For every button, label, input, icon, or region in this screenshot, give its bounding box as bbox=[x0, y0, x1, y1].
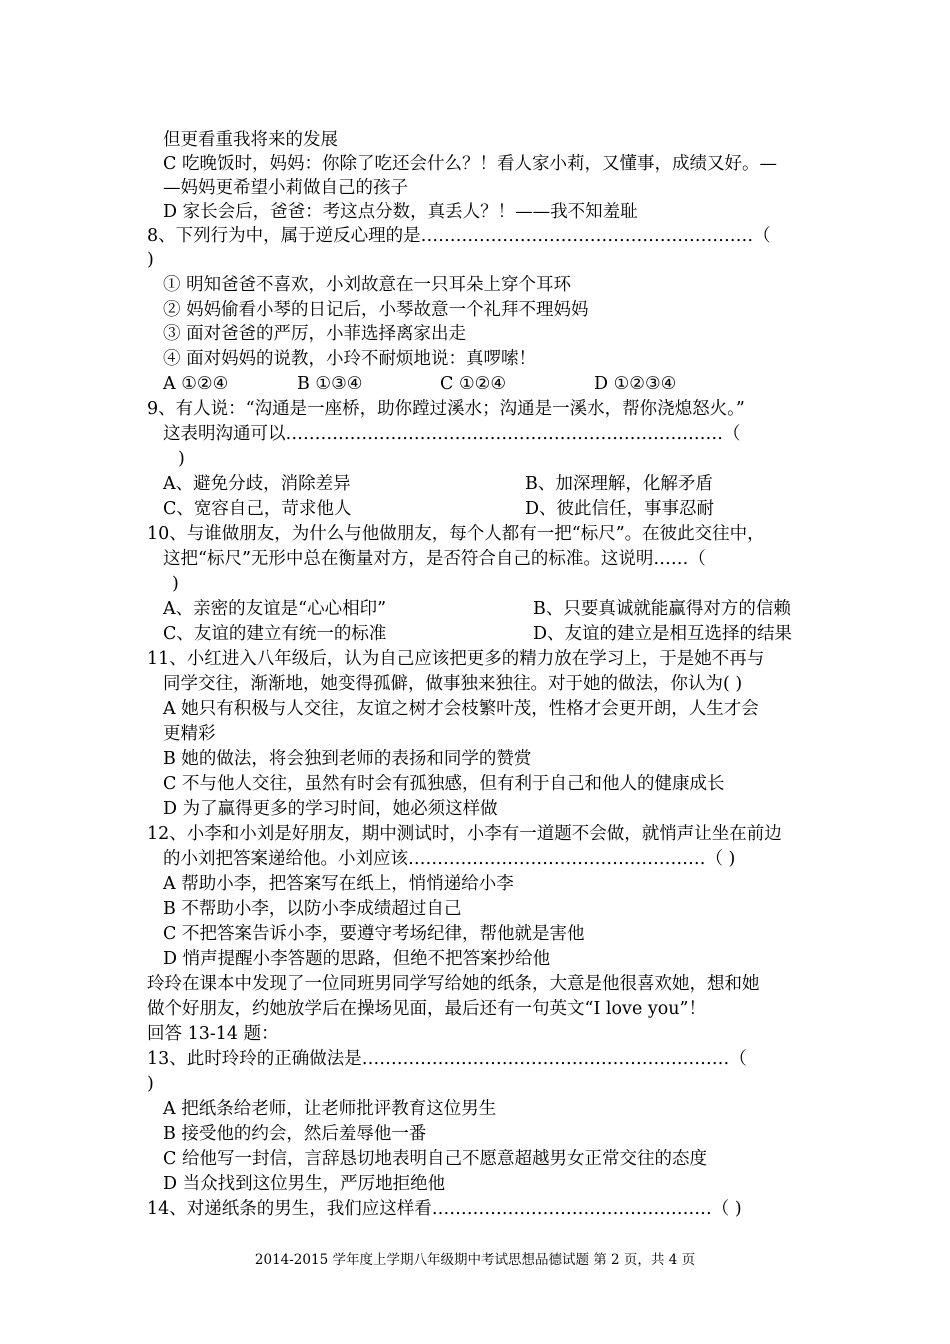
question-12-cont: 的小刘把答案递给他。小刘应该……………………………………………（ ) bbox=[163, 849, 736, 869]
option-d: D 当众找到这位男生，严厉地拒绝他 bbox=[163, 1174, 446, 1194]
question-11-cont: 同学交往，渐渐地，她变得孤僻，做事独来独往。对于她的做法，你认为( ) bbox=[163, 674, 743, 694]
text-line: C 吃晚饭时，妈妈：你除了吃还会什么？！看人家小莉，又懂事，成绩又好。— bbox=[163, 154, 777, 174]
option-b: B、只要真诚就能赢得对方的信赖 bbox=[533, 599, 791, 619]
option-d: D、彼此信任，事事忍耐 bbox=[525, 499, 715, 519]
option-a: A 帮助小李，把答案写在纸上，悄悄递给小李 bbox=[163, 874, 514, 894]
statement-item: ④ 面对妈妈的说教，小玲不耐烦地说：真啰嗦！ bbox=[163, 349, 537, 369]
option-c: C、友谊的建立有统一的标准 bbox=[163, 624, 387, 644]
option-b: B 接受他的约会，然后羞辱他一番 bbox=[163, 1124, 427, 1144]
statement-item: ③ 面对爸爸的严厉，小菲选择离家出走 bbox=[163, 324, 467, 344]
option-a-cont: 更精彩 bbox=[163, 724, 216, 744]
answer-bracket: ) bbox=[178, 449, 185, 469]
option-b: B ①③④ bbox=[297, 374, 363, 394]
option-d: D 悄声提醒小李答题的思路，但绝不把答案抄给他 bbox=[163, 949, 551, 969]
text-line: 但更看重我将来的发展 bbox=[163, 130, 338, 150]
question-13: 13、此时玲玲的正确做法是………………………………………………………（ bbox=[147, 1049, 747, 1069]
passage-line: 做个好朋友，约她放学后在操场见面，最后还有一句英文“I love you”！ bbox=[147, 999, 706, 1019]
option-c: C ①②④ bbox=[440, 374, 507, 394]
statement-item: ① 明知爸爸不喜欢，小刘故意在一只耳朵上穿个耳环 bbox=[163, 275, 572, 295]
answer-bracket: ) bbox=[147, 250, 154, 270]
option-a: A 把纸条给老师，让老师批评教育这位男生 bbox=[163, 1099, 497, 1119]
option-d: D ①②③④ bbox=[594, 374, 677, 394]
option-d: D 为了赢得更多的学习时间，她必须这样做 bbox=[163, 799, 498, 819]
answer-bracket: ) bbox=[147, 1074, 154, 1094]
option-b: B 不帮助小李，以防小李成绩超过自己 bbox=[163, 899, 462, 919]
option-d: D、友谊的建立是相互选择的结果 bbox=[533, 624, 793, 644]
option-a: A、亲密的友谊是“心心相印” bbox=[163, 599, 387, 619]
question-12: 12、小李和小刘是好朋友，期中测试时，小李有一道题不会做，就悄声让坐在前边 bbox=[147, 824, 782, 844]
question-10-cont: 这把“标尺”无形中总在衡量对方，是否符合自己的标准。这说明……（ bbox=[163, 549, 706, 569]
page-footer: 2014-2015 学年度上学期八年级期中考试思想品德试题 第 2 页，共 4 页 bbox=[254, 1252, 696, 1268]
question-8: 8、下列行为中，属于逆反心理的是…………………………………………………（ bbox=[147, 226, 771, 246]
question-14: 14、对递纸条的男生，我们应这样看…………………………………………（ ) bbox=[147, 1199, 742, 1219]
question-9-cont: 这表明沟通可以…………………………………………………………………（ bbox=[163, 424, 741, 444]
answer-bracket: ) bbox=[172, 574, 179, 594]
option-a: A 她只有积极与人交往，友谊之树才会枝繁叶茂，性格才会更开朗，人生才会 bbox=[163, 699, 759, 719]
option-c: C 不与他人交往，虽然有时会有孤独感，但有利于自己和他人的健康成长 bbox=[163, 774, 725, 794]
option-c: C 不把答案告诉小李，要遵守考场纪律，帮他就是害他 bbox=[163, 924, 585, 944]
option-a: A ①②④ bbox=[163, 374, 229, 394]
text-line: —妈妈更希望小莉做自己的孩子 bbox=[163, 178, 408, 198]
question-9: 9、有人说：“沟通是一座桥，助你蹚过溪水；沟通是一溪水，帮你浇熄怒火。” bbox=[147, 399, 745, 419]
passage-line: 玲玲在课本中发现了一位同班男同学写给她的纸条，大意是他很喜欢她，想和她 bbox=[147, 974, 760, 994]
option-c: C、宽容自己，苛求他人 bbox=[163, 499, 352, 519]
statement-item: ② 妈妈偷看小琴的日记后，小琴故意一个礼拜不理妈妈 bbox=[163, 300, 589, 320]
option-b: B、加深理解，化解矛盾 bbox=[525, 474, 713, 494]
option-b: B 她的做法，将会独到老师的表扬和同学的赞赏 bbox=[163, 749, 532, 769]
question-11: 11、小红进入八年级后，认为自己应该把更多的精力放在学习上，于是她不再与 bbox=[147, 649, 765, 669]
option-a: A、避免分歧，消除差异 bbox=[163, 474, 351, 494]
passage-line: 回答 13-14 题： bbox=[147, 1024, 279, 1044]
text-line: D 家长会后，爸爸：考这点分数，真丢人？！——我不知羞耻 bbox=[163, 202, 638, 222]
option-c: C 给他写一封信，言辞恳切地表明自己不愿意超越男女正常交往的态度 bbox=[163, 1149, 707, 1169]
question-10: 10、与谁做朋友，为什么与他做朋友，每个人都有一把“标尺”。在彼此交往中， bbox=[147, 524, 765, 544]
